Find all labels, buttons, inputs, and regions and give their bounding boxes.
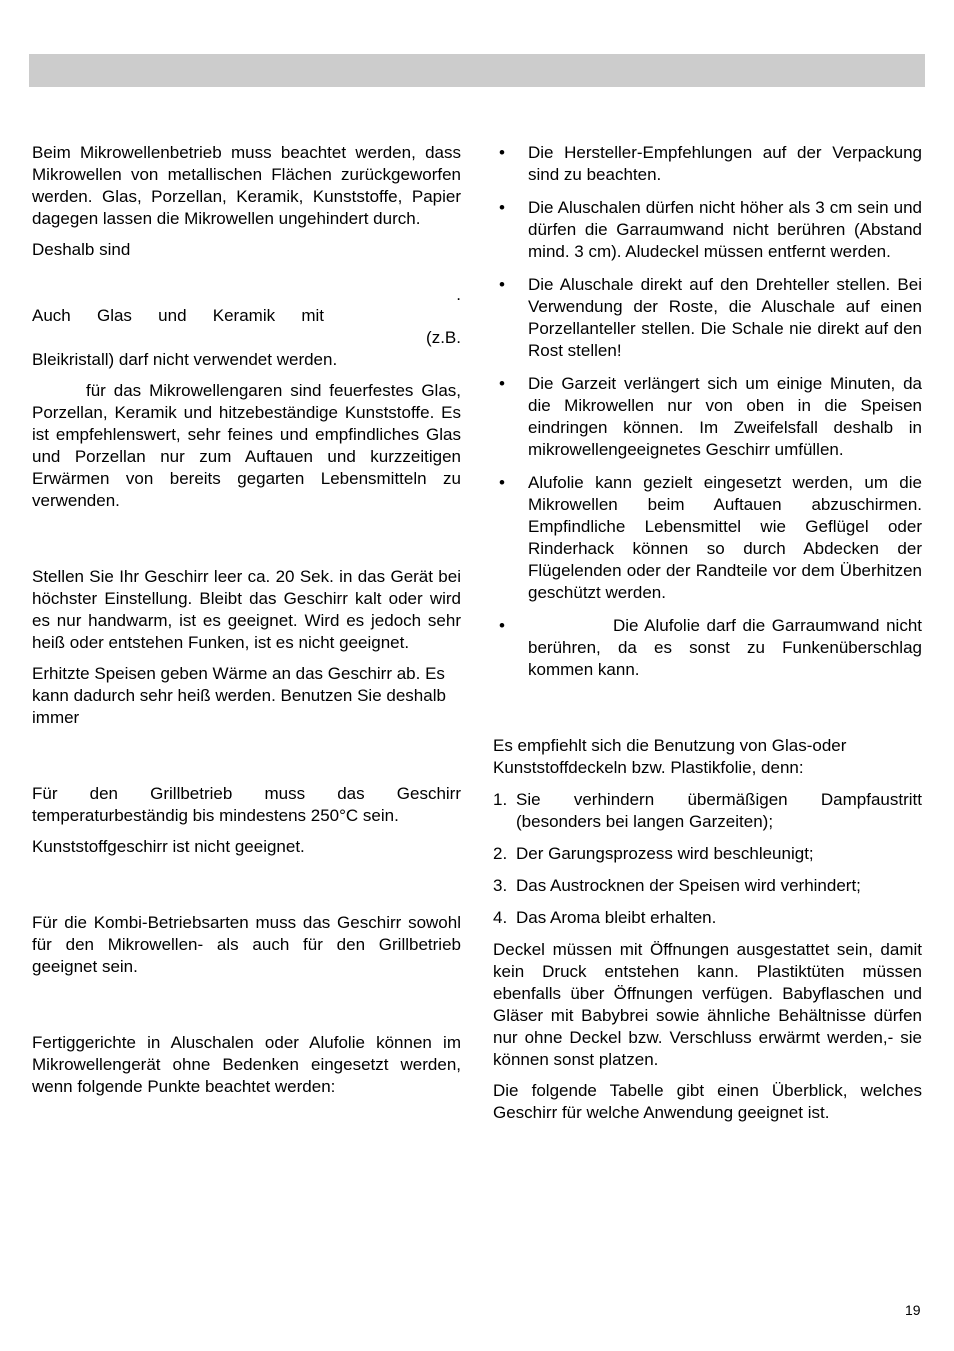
list-item: 3. Das Austrocknen der Speisen wird verhindert; xyxy=(493,876,861,895)
list-item: • Die Aluschale direkt auf den Drehteller stellen. Bei Verwendung der Roste, die Aluschale auf einen Porzellanteller stellen. Die Schale nie direkt auf den Rost stellen! xyxy=(499,275,922,360)
aluminium-bullet-list xyxy=(493,142,922,681)
bullet-icon: • xyxy=(499,616,505,635)
paragraph-dot: . xyxy=(456,285,461,304)
paragraph-ready-meals: Fertiggerichte in Aluschalen oder Alufolie können im Mikrowellengerät ohne Bedenken eingesetzt werden, wenn folgende Punkte beachtet werden: xyxy=(32,1033,461,1096)
right-column xyxy=(493,142,922,1124)
paragraph-microwave-intro: Beim Mikrowellenbetrieb muss beachtet werden, dass Mikrowellen von metallischen Flächen zurückgeworfen werden. Glas, Porzellan, Keramik, Kunststoffe, Papier dagegen lassen die Mikrowellen ungehindert durch. xyxy=(32,143,461,228)
bullet-icon: • xyxy=(499,374,505,393)
paragraph-lid-openings: Deckel müssen mit Öffnungen ausgestattet sein, damit kein Druck entstehen kann. Plastiktüten müssen ebenfalls über Öffnungen verfügen. Babyflaschen und Gläser mit Babybrei sowie ähnliche Behältnisse dürfen nur ohne Deckel bzw. Verschluss erwärmt werden,- sie können sonst platzen. xyxy=(493,940,922,1069)
paragraph-plastic-not-suitable: Kunststoffgeschirr ist nicht geeignet. xyxy=(32,837,305,856)
lid-benefits-list xyxy=(493,789,922,929)
paragraph-table-overview: Die folgende Tabelle gibt einen Überblick, welches Geschirr für welche Anwendung geeignet ist. xyxy=(493,1081,922,1122)
list-item: 1. Sie verhindern übermäßigen Dampfaustritt (besonders bei langen Garzeiten); xyxy=(493,790,922,831)
bullet-icon: • xyxy=(499,198,505,217)
paragraph-heated-food: Erhitzte Speisen geben Wärme an das Geschirr ab. Es kann dadurch sehr heiß werden. Benutzen Sie deshalb immer xyxy=(32,664,446,727)
paragraph-combi: Für die Kombi-Betriebsarten muss das Geschirr sowohl für den Mikrowellen- als auch für den Grillbetrieb geeignet sein. xyxy=(32,913,461,976)
left-column xyxy=(32,142,461,1098)
paragraph-bleikristall: Bleikristall) darf nicht verwendet werden. xyxy=(32,350,338,369)
bullet-icon: • xyxy=(499,473,505,492)
list-item: 2. Der Garungsprozess wird beschleunigt; xyxy=(493,844,814,863)
page-number: 19 xyxy=(905,1302,921,1318)
paragraph-suitable-materials: für das Mikrowellengaren sind feuerfestes Glas, Porzellan, Keramik und hitzebeständige Kunststoffe. Es ist empfehlenswert, sehr feines und empfindliches Glas und Porzellan nur zum Auftauen und kurzzeitigen Erwärmen von bereits gegarten Lebensmitteln zu verwenden. xyxy=(32,381,461,510)
paragraph-lids-intro: Es empfiehlt sich die Benutzung von Glas-oder Kunststoffdeckeln bzw. Plastikfolie, denn: xyxy=(493,736,847,777)
paragraph-zb: (z.B. xyxy=(426,328,461,347)
paragraph-grill: Für den Grillbetrieb muss das Geschirr temperaturbeständig bis mindestens 250°C sein. xyxy=(32,784,461,825)
bullet-icon: • xyxy=(499,143,505,162)
list-item: • Die Alufolie darf die Garraumwand nicht berühren, da es sonst zu Funkenüberschlag kommen kann. xyxy=(499,616,922,679)
list-item: • Alufolie kann gezielt eingesetzt werden, um die Mikrowellen beim Auftauen abzuschirmen. Empfindliche Lebensmittel wie Geflügel oder Rinderhack können so durch Abdecken der Flügelenden oder der Randteile vor dem Überhitzen geschützt werden. xyxy=(499,473,922,602)
list-item: 4. Das Aroma bleibt erhalten. xyxy=(493,908,717,927)
list-item: • Die Aluschalen dürfen nicht höher als 3 cm sein und dürfen die Garraumwand nicht berühren (Abstand mind. 3 cm). Aludeckel müssen entfernt werden. xyxy=(499,198,922,261)
bullet-icon: • xyxy=(499,275,505,294)
section-header-bar xyxy=(29,54,925,87)
paragraph-test-dish: Stellen Sie Ihr Geschirr leer ca. 20 Sek. in das Gerät bei höchster Einstellung. Bleibt das Geschirr kalt oder wird es nur handwarm, ist es geeignet. Wird es jedoch sehr heiß oder entstehen Funken, ist es nicht geeignet. xyxy=(32,567,461,652)
list-item: • Die Hersteller-Empfehlungen auf der Verpackung sind zu beachten. xyxy=(499,143,922,184)
paragraph-glass-ceramic-start: Auch Glas und Keramik mit xyxy=(32,306,324,325)
paragraph-deshalb: Deshalb sind xyxy=(32,240,131,259)
list-item: • Die Garzeit verlängert sich um einige Minuten, da die Mikrowellen nur von oben in die Speisen eindringen können. Im Zweifelsfall deshalb in mikrowellengeeignetes Geschirr umfüllen. xyxy=(499,374,922,459)
